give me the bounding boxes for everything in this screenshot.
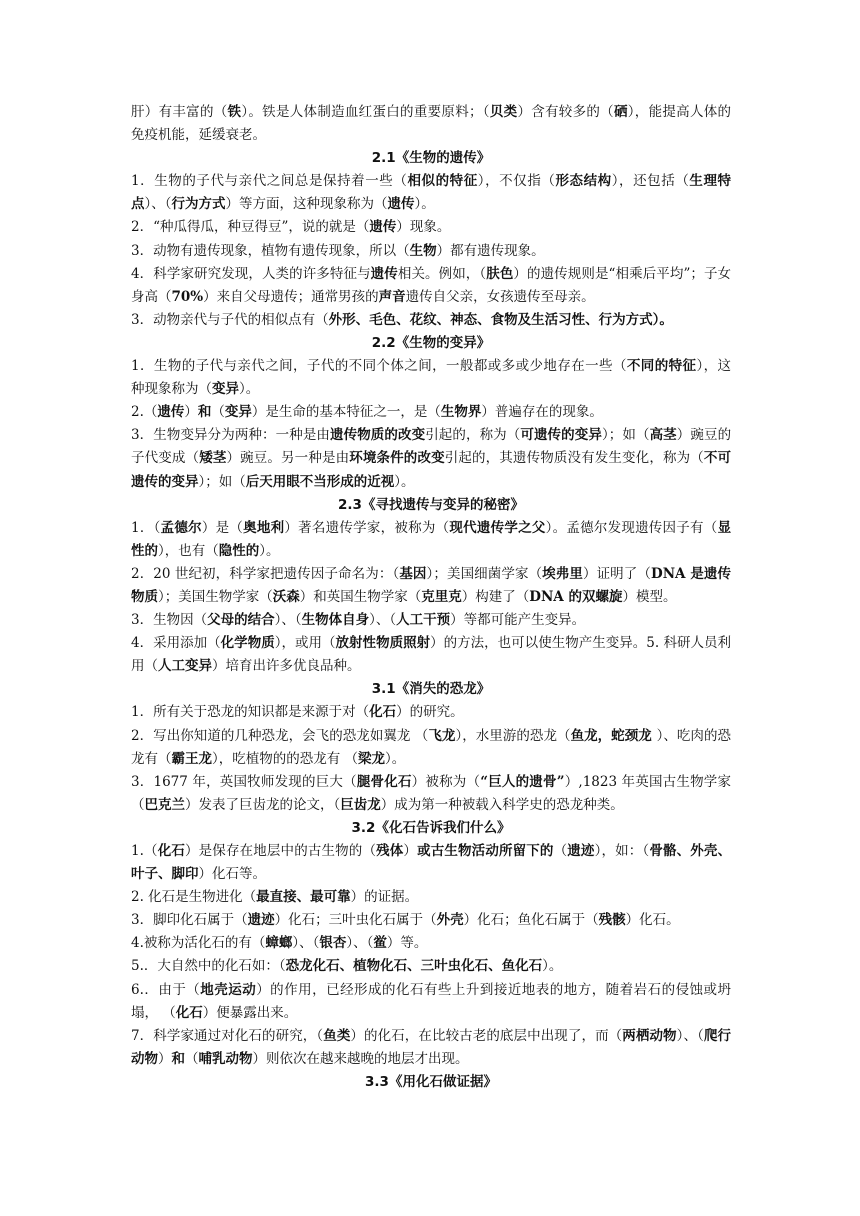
paragraph [131, 401, 731, 424]
text-run: 5.．大自然中的化石如：（ [131, 958, 286, 975]
paragraph [131, 886, 731, 909]
bold-text: 3.3《用化石做证据》 [365, 1073, 497, 1090]
bold-text: 基因 [399, 565, 427, 582]
document-page [131, 101, 731, 1094]
paragraph [131, 263, 731, 309]
bold-text: 残骸 [598, 912, 626, 929]
bold-text: 父母的结合 [207, 612, 275, 629]
bold-text: 飞龙 [428, 727, 456, 744]
text-run: 引起的，称为（ [425, 427, 521, 444]
section-heading [131, 494, 731, 517]
bold-text: 硒 [613, 104, 628, 120]
text-run: ）和英国生物学家（ [299, 588, 422, 605]
bold-text: 生物 [409, 242, 437, 259]
text-run: ）等方面，这种现象称为（ [225, 196, 388, 213]
paragraph [131, 609, 731, 632]
bold-text: 奥地利 [243, 519, 285, 536]
bold-text: 埃弗里 [542, 565, 583, 582]
bold-text: 骨骼、外壳、叶子、脚印 [131, 843, 732, 883]
text-run: 2．“种瓜得瓜，种豆得豆”，说的就是（ [131, 219, 370, 236]
bold-text: 变异 [224, 404, 252, 421]
section-heading [131, 1071, 731, 1094]
text-run: 3．脚印化石属于（ [131, 912, 248, 929]
text-run: 3．动物有遗传现象，植物有遗传现象，所以（ [131, 242, 410, 259]
text-run: ）。孟德尔发现遗传因子有（ [545, 519, 718, 536]
text-run: ）。铁是人体制造血红蛋白的重要原料；（ [241, 104, 490, 120]
bold-text: 铁 [227, 104, 242, 120]
paragraph [131, 216, 731, 239]
bold-text: DNA 的双螺旋 [529, 588, 623, 605]
text-run: ），能提高人体的免疫机能，延缓衰老。 [131, 104, 732, 144]
text-run: ）。 [414, 196, 435, 213]
bold-text: 蟑螂 [265, 935, 293, 952]
section-heading [131, 817, 731, 840]
bold-text: 遗传 [370, 265, 398, 282]
bold-text: 生物体自身 [301, 612, 370, 629]
text-run: ）。 [394, 473, 415, 490]
bold-text: 70% [171, 288, 204, 305]
bold-text: 或古生物活动所留下的 [417, 843, 554, 859]
bold-text: 银杏 [319, 935, 347, 952]
text-run: ）的研究。 [396, 704, 464, 721]
bold-text: 贝类 [489, 104, 518, 120]
bold-text: 哺乳动物 [198, 1050, 253, 1067]
text-run: ），或用（ [274, 635, 336, 652]
text-run: ）；如（ [601, 427, 650, 444]
text-run: ）来自父母遗传；通常男孩的 [203, 288, 379, 305]
bold-text: 化石 [175, 1004, 203, 1021]
text-run: ）化石。 [625, 912, 680, 929]
paragraph [131, 701, 731, 724]
text-run: 7．科学家通过对化石的研究，（ [131, 1027, 324, 1044]
section-heading [131, 147, 731, 170]
text-run: ）豌豆的子代变成（ [131, 427, 732, 467]
paragraph [131, 101, 731, 147]
text-run: ）的证据。 [350, 889, 419, 906]
text-run: ）现象。 [396, 219, 451, 236]
text-run: ）化石；三叶虫化石属于（ [274, 912, 437, 929]
paragraph [131, 632, 731, 678]
text-run: 1．生物的子代与亲代之间总是保持着一些（ [131, 173, 408, 190]
text-run: 2.（ [131, 404, 158, 421]
text-run: ）都有遗传现象。 [436, 242, 545, 259]
bold-text: 霸王龙 [171, 750, 212, 767]
bold-text: 形态结构 [555, 173, 612, 190]
text-run: ）、（ [369, 612, 397, 629]
text-run: ） [403, 843, 418, 859]
paragraph [131, 932, 731, 955]
bold-text: 2.1《生物的遗传》 [371, 150, 491, 167]
paragraph [131, 955, 731, 978]
text-run: 1．生物的子代与亲代之间，子代的不同个体之间，一般都或多或少地存在一些（ [131, 358, 627, 375]
bold-text: 2.2《生物的变异》 [371, 334, 491, 351]
text-run: ）。 [542, 958, 563, 975]
text-run: 肝）有丰富的（ [131, 104, 228, 120]
bold-text: 可遗传的变异 [520, 427, 602, 444]
bold-text: 残体 [376, 843, 404, 859]
text-run: ），还包括（ [611, 173, 690, 190]
text-run: ），吃植物的的恐龙有 （ [212, 750, 359, 767]
bold-text: 两栖动物 [622, 1027, 677, 1044]
bold-text: 不可遗传的变异 [131, 450, 732, 490]
text-run: 3．生物变异分为两种：一种是由 [131, 427, 331, 444]
text-run: ）,1823 年英国古生物学家（ [131, 773, 732, 813]
bold-text: 显性的 [131, 519, 732, 559]
text-run: 1.（ [131, 843, 158, 859]
bold-text: 生物界 [440, 404, 482, 421]
bold-text: 恐龙化石、植物化石、三叶虫化石、鱼化石 [285, 958, 543, 975]
text-run: ）的遗传规则是“相乘后平均”；子女身高（ [131, 265, 732, 305]
bold-text: 化石 [157, 843, 185, 859]
bold-text: 高茎 [649, 427, 677, 444]
text-run: ）。 [259, 542, 280, 559]
bold-text: 和 [171, 1050, 185, 1067]
text-run: ）化石等。 [198, 866, 266, 883]
bold-text: 遗传物质的改变 [330, 427, 426, 444]
paragraph [131, 240, 731, 263]
bold-text: 鱼类 [323, 1027, 351, 1044]
bold-text: 人工干预 [396, 612, 451, 629]
paragraph [131, 355, 731, 401]
bold-text: 梁龙 [358, 750, 386, 767]
text-run: （ [553, 843, 568, 859]
paragraph [131, 979, 731, 1025]
text-run: 1．（ [131, 519, 161, 536]
text-run: 2．20 世纪初，科学家把遗传因子命名为：（ [131, 565, 400, 582]
text-run: ）、吃肉的恐龙有（ [131, 727, 732, 767]
bold-text: 3.1《消失的恐龙》 [371, 681, 491, 698]
bold-text: 生理特点 [131, 173, 732, 213]
bold-text: 鱼龙，蛇颈龙 [570, 727, 657, 744]
text-run: ）的作用，已经形成的化石有些上升到接近地表的地方，随着岩石的侵蚀或坍塌， （ [131, 981, 732, 1021]
text-run: ）化石；鱼化石属于（ [463, 912, 599, 929]
bold-text: 后天用眼不当形成的近视 [245, 473, 395, 490]
text-run: ）培育出许多优良品种。 [212, 658, 361, 675]
text-run: ）是保存在地层中的古生物的（ [185, 843, 377, 859]
text-run: ），这 种现象称为（ [131, 358, 732, 398]
text-run: ）模型。 [622, 588, 677, 605]
bold-text: 克里克 [421, 588, 462, 605]
bold-text: 3.2《化石告诉我们什么》 [351, 819, 511, 836]
text-run: ）、（ [346, 935, 374, 952]
text-run: 3．生物因（ [131, 612, 208, 629]
text-run: ）是（ [201, 519, 244, 536]
paragraph [131, 771, 731, 817]
text-run: ） [158, 1050, 172, 1067]
bold-text: 遗迹 [567, 843, 595, 859]
bold-text: “巨人的遗骨” [480, 773, 565, 790]
text-run: ）；如（ [198, 473, 246, 490]
paragraph [131, 1025, 731, 1071]
bold-text: 肤色 [486, 265, 514, 282]
text-run: ）；美国生物学家（ [158, 588, 273, 605]
text-run: ）证明了（ [582, 565, 651, 582]
text-run: ）。 [239, 381, 260, 398]
text-run: ）等都可能产生变异。 [450, 612, 586, 629]
section-heading [131, 332, 731, 355]
bold-text: 化学物质 [220, 635, 275, 652]
text-run: ）、（ [292, 935, 320, 952]
bold-text: 变异 [212, 381, 239, 398]
bold-text: 矮茎 [199, 450, 227, 467]
text-run: ）等。 [386, 935, 428, 952]
text-run: ）则依次在越来越晚的地层才出现。 [252, 1050, 469, 1067]
text-run: （ [211, 404, 225, 421]
paragraph [131, 424, 731, 493]
bold-text: 遗迹 [247, 912, 275, 929]
text-run: ） [184, 404, 198, 421]
bold-text: 地壳运动 [200, 981, 257, 998]
text-run: ）著名遗传学家，被称为（ [284, 519, 450, 536]
text-run: 1．所有关于恐龙的知识都是来源于对（ [131, 704, 370, 721]
text-run: ），如：（ [594, 843, 650, 859]
paragraph [131, 725, 731, 771]
text-run: 引起的，其遗传物质没有发生变化，称为（ [444, 450, 704, 467]
text-run: ）便暴露出来。 [202, 1004, 298, 1021]
bold-text: 人工变异 [158, 658, 212, 675]
bold-text: 巨齿龙 [340, 796, 381, 813]
text-run: ）、（ [144, 196, 172, 213]
bold-text: 行为方式 [171, 196, 226, 213]
text-run: 3．1677 年，英国牧师发现的巨大（ [131, 773, 357, 790]
bold-text: 和 [197, 404, 212, 421]
bold-text: 放射性物质照射 [335, 635, 431, 652]
bold-text: 不同的特征 [626, 358, 697, 375]
bold-text: 隐性的 [218, 542, 260, 559]
bold-text: 现代遗传学之父 [449, 519, 546, 536]
text-run: ）豌豆。另一种是由 [226, 450, 350, 467]
bold-text: 遗传 [369, 219, 397, 236]
bold-text: 声音 [378, 288, 406, 305]
text-run: ）。 [385, 750, 406, 767]
text-run: 3．动物亲代与子代的相似点有（ [131, 311, 329, 328]
text-run: ）是生命的基本特征之一，是（ [251, 404, 441, 421]
text-run: 2. 化石是生物进化（ [131, 889, 257, 906]
text-run: ）的化石，在比较古老的底层中出现了，而（ [350, 1027, 623, 1044]
paragraph [131, 517, 731, 563]
text-run: 2．写出你知道的几种恐龙，会飞的恐龙如翼龙 （ [131, 727, 429, 744]
text-run: 4．采用添加（ [131, 635, 221, 652]
bold-text: 巴克兰 [144, 796, 185, 813]
paragraph [131, 909, 731, 932]
text-run: （ [185, 1050, 199, 1067]
text-run: ）、（ [274, 612, 302, 629]
paragraph [131, 840, 731, 886]
text-run: ）构建了（ [461, 588, 530, 605]
bold-text: 腿骨化石 [356, 773, 412, 790]
paragraph [131, 309, 731, 332]
text-run: ）含有较多的（ [517, 104, 614, 120]
bold-text: 环境条件的改变 [349, 450, 445, 467]
text-run: ），也有（ [158, 542, 219, 559]
text-run: 6.．由于（ [131, 981, 201, 998]
text-run: ）被称为（ [411, 773, 481, 790]
bold-text: 化石 [369, 704, 397, 721]
bold-text: 外形、毛色、花纹、神态、食物及生活习性、行为方式）。 [328, 311, 673, 328]
bold-text: 遗传 [157, 404, 185, 421]
bold-text: 最直接、最可靠 [256, 889, 351, 906]
text-run: 遗传自父亲，女孩遗传至母亲。 [405, 288, 595, 305]
bold-text: 爬行动物 [131, 1027, 732, 1067]
bold-text: 遗传 [387, 196, 415, 213]
text-run: ）普遍存在的现象。 [481, 404, 603, 421]
bold-text: 鲎 [373, 935, 387, 952]
section-heading [131, 678, 731, 701]
paragraph [131, 170, 731, 216]
bold-text: 外壳 [436, 912, 464, 929]
paragraph [131, 563, 731, 609]
text-run: ）、（ [676, 1027, 704, 1044]
bold-text: 沃森 [272, 588, 300, 605]
text-run: ），水里游的恐龙（ [455, 727, 571, 744]
bold-text: 2.3《寻找遗传与变异的秘密》 [338, 496, 524, 513]
text-run: ）成为第一种被载入科学史的恐龙种类。 [380, 796, 624, 813]
bold-text: 孟德尔 [160, 519, 202, 536]
text-run: 4．科学家研究发现，人类的许多特征与 [131, 265, 371, 282]
text-run: ）；美国细菌学家（ [426, 565, 543, 582]
bold-text: DNA 是遗传物质 [131, 565, 732, 605]
text-run: 相关。例如，（ [397, 265, 487, 282]
text-run: ）发表了巨齿龙的论文，（ [185, 796, 341, 813]
text-run: ）的方法，也可以使生物产生变异。5. 科研人员利用（ [131, 635, 732, 675]
text-run: 4.被称为活化石的有（ [131, 935, 266, 952]
bold-text: 相似的特征 [407, 173, 478, 190]
text-run: ），不仅指（ [477, 173, 556, 190]
